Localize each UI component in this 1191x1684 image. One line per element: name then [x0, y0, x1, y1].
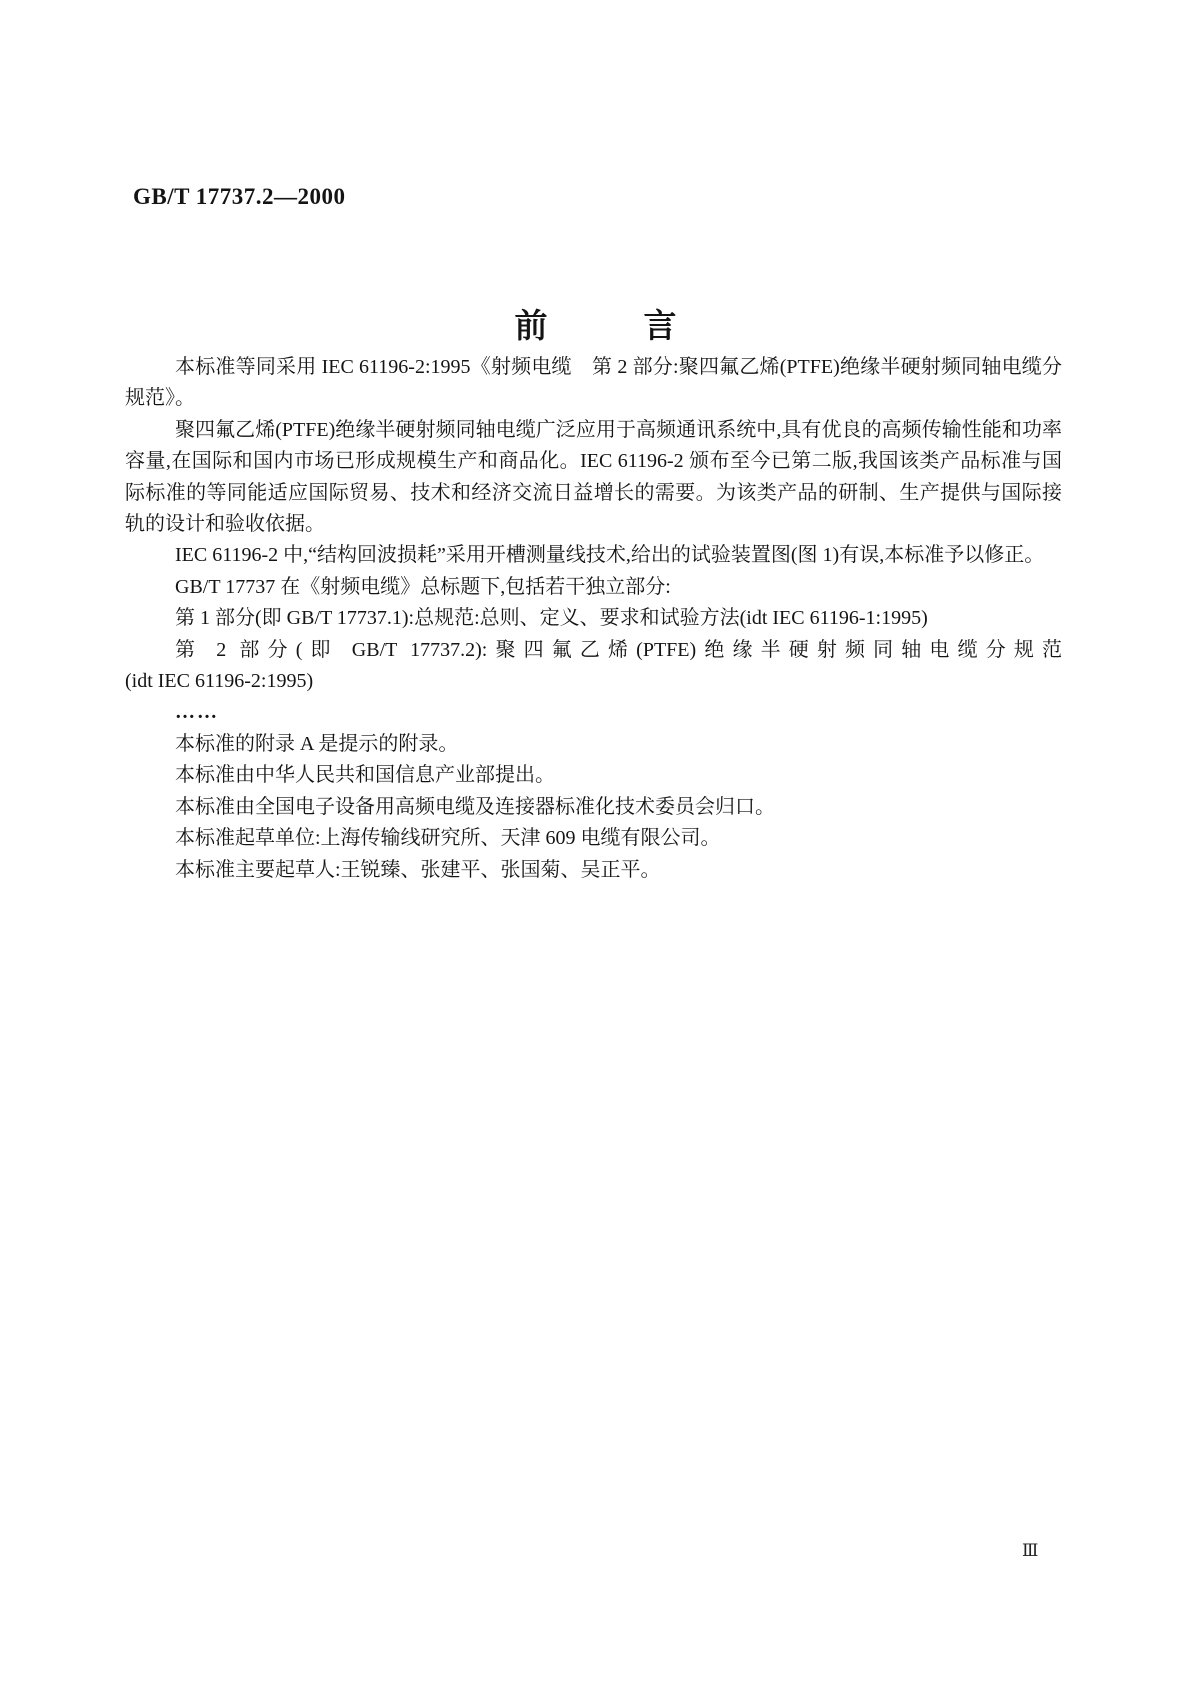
- paragraph-series-intro: GB/T 17737 在《射频电缆》总标题下,包括若干独立部分:: [175, 575, 671, 598]
- paragraph-drafting-org: 本标准起草单位:上海传输线研究所、天津 609 电缆有限公司。: [175, 827, 721, 850]
- paragraph-part2: 第 2 部分(即 GB/T 17737.2):聚四氟乙烯(PTFE)绝缘半硬射频同轴电缆分规范: [175, 638, 1062, 661]
- paragraph-part2-idt: (idt IEC 61196-2:1995): [125, 670, 314, 693]
- foreword-body: [125, 352, 1062, 886]
- paragraph-proposed-by: 本标准由中华人民共和国信息产业部提出。: [175, 764, 555, 787]
- page-title: 前言: [514, 309, 773, 346]
- standard-number: GB/T 17737.2—2000: [133, 184, 346, 209]
- paragraph-centralized-by: 本标准由全国电子设备用高频电缆及连接器标准化技术委员会归口。: [175, 795, 775, 818]
- paragraph-correction: IEC 61196-2 中,“结构回波损耗”采用开槽测量线技术,给出的试验装置图(图 1)有误,本标准予以修正。: [175, 544, 1045, 567]
- page-number: Ⅲ: [1022, 1541, 1039, 1560]
- paragraph-adoption: 本标准等同采用 IEC 61196-2:1995《射频电缆 第 2 部分:聚四氟乙烯(PTFE)绝缘半硬射频同轴电缆分规范》。: [125, 356, 1062, 410]
- paragraph-drafters: 本标准主要起草人:王锐臻、张建平、张国菊、吴正平。: [175, 858, 661, 881]
- paragraph-appendix-note: 本标准的附录 A 是提示的附录。: [175, 732, 459, 755]
- paragraph-background: 聚四氟乙烯(PTFE)绝缘半硬射频同轴电缆广泛应用于高频通讯系统中,具有优良的高频传输性能和功率容量,在国际和国内市场已形成规模生产和商品化。IEC 61196-2 颁布至今已第二版,我国该类产品标准与国际标准的等同能适应国际贸易、技术和经济交流日益增长的需要。为该类产品的研制、生产提供与国际接轨的设计和验收依据。: [125, 418, 1062, 536]
- paragraph-ellipsis: ……: [175, 701, 219, 724]
- paragraph-part1: 第 1 部分(即 GB/T 17737.1):总规范:总则、定义、要求和试验方法(idt IEC 61196-1:1995): [175, 607, 928, 630]
